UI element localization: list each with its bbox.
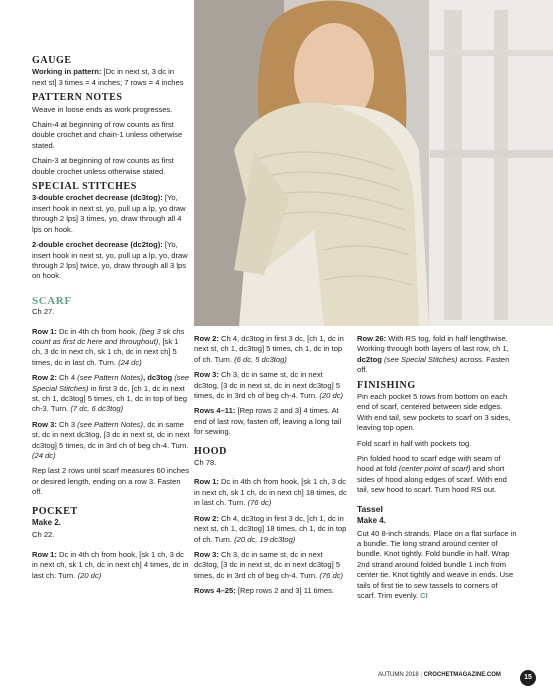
tassel-make: Make 4.: [357, 516, 386, 526]
scarf-ch: Ch 27.: [32, 307, 55, 317]
pocket-row-3: Row 3: Ch 3, dc in same st, dc in next dc3tog, [3 dc in next st, dc in next dc3tog] 5 times, dc in 3rd ch of beg ch-4. Turn. (20 dc): [194, 370, 343, 401]
hood-ch: Ch 78.: [194, 458, 217, 468]
end-mark: CI: [420, 590, 428, 600]
pocket-make: Make 2.: [32, 518, 61, 528]
pocket-row-1: Row 1: Dc in 4th ch from hook, [sk 1 ch, 3 dc in next ch, sk 1 ch, dc in next ch] 4 times, dc in last ch. Turn. (20 dc): [32, 549, 189, 580]
special-stitch-dc3tog: 3-double crochet decrease (dc3tog): [Yo, insert hook in next st, yo, pull up a lp, yo draw through 2 lps] 3 times, yo, draw through all 4 lps on hook.: [32, 193, 186, 234]
hood-row-1: Row 1: Dc in 4th ch from hook, [sk 1 ch, 3 dc in next ch, sk 1 ch, dc in next ch] 18 times, dc in last ch. Turn. (76 dc): [194, 477, 347, 508]
scarf-row-2: Row 2: Ch 4 (see Pattern Notes), dc3tog (see Special Stitches) in first 3 dc, [ch 1, dc in next st, ch 1, dc3tog] 5 times, ch 1, dc in top of beg ch-3. Turn. (7 dc, 6 dc3tog): [32, 373, 190, 414]
pocket-row-2: Row 2: Ch 4, dc3tog in first 3 dc, [ch 1, dc in next st, ch 1, dc3tog] 5 times, ch 1, dc in top of ch. Turn. (6 dc, 5 dc3tog): [194, 334, 344, 364]
pocket-rows-4-11: Rows 4–11: [Rep rows 2 and 3] 4 times. At end of last row, fasten off, leaving a long tail for sewing.: [194, 406, 342, 437]
hood-row-2: Row 2: Ch 4, dc3tog in first 3 dc, [ch 1, dc in next st, ch 1, dc3tog] 18 times, ch 1, dc in top of ch. Turn. (20 dc, 19 dc3tog): [194, 513, 347, 544]
column-left: [32, 56, 190, 586]
column-middle: [194, 334, 348, 602]
column-right: [357, 334, 517, 606]
hood-heading: HOOD: [194, 445, 227, 457]
scarf-row-1: Row 1: Dc in 4th ch from hook, (beg 3 sk chs count as first dc here and throughout), [sk 1 ch, 3 dc in next ch, sk 1 ch, dc in next ch] 5 times, dc in last ch. Turn. (24 dc): [32, 326, 185, 367]
tassel-text: Cut 40 8-inch strands. Place on a flat surface in a bundle. Tie long strand around center of bundle. Knot tightly. Fold bundle in half. Wrap 2nd strand around folded bundle 1 inch from center tie. Knot tightly and weave in ends. Use tails of first tie to sew tassels to corners of scarf. Trim evenly. CI: [357, 528, 517, 600]
finishing-heading: FINISHING: [357, 379, 416, 391]
pocket-ch: Ch 22.: [32, 530, 55, 540]
finishing-p2: Fold scarf in half with pockets tog.: [357, 438, 472, 448]
photo-illustration: [194, 0, 553, 326]
scarf-row-3: Row 3: Ch 3 (see Pattern Notes), dc in same st, dc in next dc3tog, [3 dc in next st, dc in next dc3tog] 5 times, dc in 3rd ch of beg ch-4. Turn. (24 dc): [32, 419, 190, 460]
gauge-text: Working in pattern: [Dc in next st, 3 dc in next st] 3 times = 4 inches; 7 rows = 4 inches: [32, 67, 184, 87]
scarf-heading: SCARF: [32, 294, 72, 307]
hood-row-26: Row 26: With RS tog, fold in half lengthwise. Working through both layers of last row, ch 1, dc2tog (see Special Stitches) across. Fasten off.: [357, 334, 510, 375]
pattern-notes-heading: PATTERN NOTES: [32, 92, 123, 104]
finishing-p3: Pin folded hood to scarf edge with seam of hood at fold (center point of scarf) and short sides of hood along edges of scarf. With end tail, sew hood to scarf. Turn hood RS out.: [357, 454, 507, 495]
page-footer: AUTUMN 2018 | CROCHETMAGAZINE.COM: [378, 672, 501, 678]
pattern-note-2: Chain-4 at beginning of row counts as first double crochet and chain-1 unless otherwise stated.: [32, 120, 183, 150]
footer-site: CROCHETMAGAZINE.COM: [423, 672, 501, 678]
footer-season: AUTUMN 2018: [378, 672, 419, 678]
hood-row-3: Row 3: Ch 3, dc in same st, dc in next dc3tog, [3 dc in next st, dc in next dc3tog] 5 times, dc in 3rd ch of beg ch-4. Turn. (76 dc): [194, 549, 343, 580]
pocket-heading: POCKET: [32, 505, 78, 517]
pattern-note-3: Chain-3 at beginning of row counts as first double crochet unless otherwise stated.: [32, 156, 174, 176]
scarf-repeat: Rep last 2 rows until scarf measures 60 inches or desired length, ending on a row 3. Fasten off.: [32, 466, 190, 497]
tassel-heading: Tassel: [357, 503, 383, 514]
special-stitches-heading: SPECIAL STITCHES: [32, 181, 137, 193]
gauge-heading: GAUGE: [32, 55, 72, 66]
special-stitch-dc2tog: 2-double crochet decrease (dc2tog): [Yo, insert hook in next st, yo, pull up a lp, yo, draw through 2 lps] twice, yo, draw through all 3 lps on hook.: [32, 240, 188, 281]
model-photo: [194, 0, 553, 326]
finishing-p1: Pin each pocket 5 rows from bottom on each end of scarf, centered between side edges. With end tail, sew pockets to scarf on 3 sides, leaving top open.: [357, 392, 511, 433]
page-number: 15: [520, 670, 536, 686]
pattern-note-1: Weave in loose ends as work progresses.: [32, 104, 173, 114]
hood-rows-4-25: Rows 4–25: [Rep rows 2 and 3] 11 times.: [194, 586, 334, 596]
